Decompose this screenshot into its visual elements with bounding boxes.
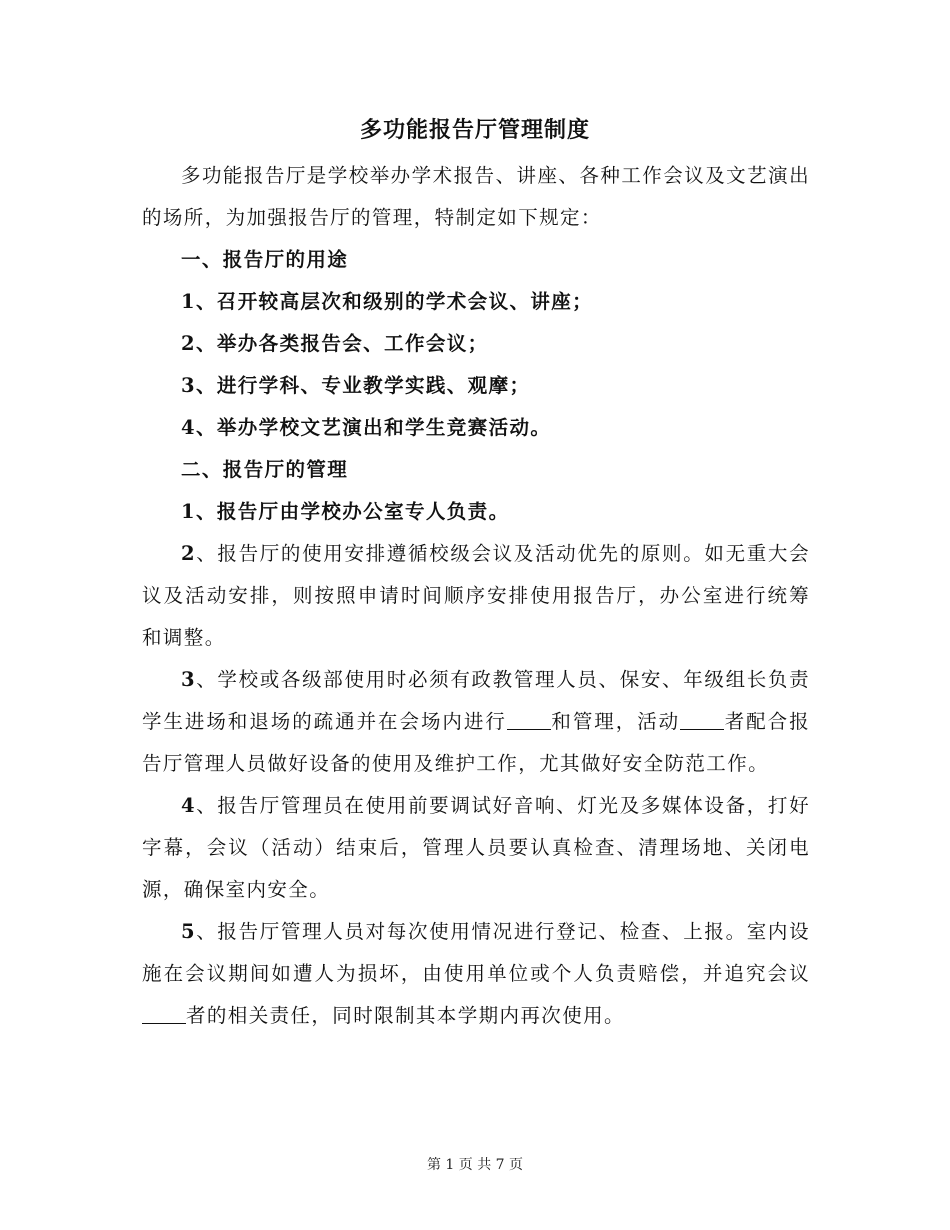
management-item-1: 1、报告厅由学校办公室专人负责。 [181,500,510,523]
paragraph-number: 2 [181,542,196,565]
document-body [142,155,810,1037]
management-paragraph-5 [142,911,810,1037]
fill-blank [680,709,724,730]
document-title: 多功能报告厅管理制度 [359,117,590,143]
management-paragraph-3 [142,659,810,785]
page-footer: 第 1 页 共 7 页 [426,1157,524,1173]
paragraph-text: 和管理，活动 [550,710,681,733]
intro-paragraph: 多功能报告厅是学校举办学术报告、讲座、各种工作会议及文艺演出的场所，为加强报告厅的管理，特制定如下规定： [142,164,810,229]
paragraph-text: 、报告厅管理员在使用前要调试好音响、灯光及多媒体设备，打好字幕，会议（活动）结束后，管理人员要认真检查、清理场地、关闭电源，确保室内安全。 [142,794,810,901]
fill-blank [142,1003,186,1024]
paragraph-text: 者配合报告厅管理人员做好设备的使用及维护工作，尤其做好安全防范工作。 [142,710,810,775]
paragraph-text: 、报告厅的使用安排遵循校级会议及活动优先的原则。如无重大会议及活动安排，则按照申请时间顺序安排使用报告厅，办公室进行统筹和调整。 [142,542,810,649]
section-heading-management: 二、报告厅的管理 [181,458,349,481]
section-heading-usage: 一、报告厅的用途 [181,248,349,271]
paragraph-text: 、报告厅管理人员对每次使用情况进行登记、检查、上报。室内设施在会议期间如遭人为损坏，由使用单位或个人负责赔偿，并追究会议 [142,920,810,985]
paragraph-text: 者的相关责任，同时限制其本学期内再次使用。 [186,1004,625,1027]
usage-item-2: 2、举办各类报告会、工作会议； [181,332,489,355]
paragraph-number: 3 [181,668,196,691]
paragraph-text: 、学校或各级部使用时必须有政教管理人员、保安、年级组长负责学生进场和退场的疏通并在会场内进行 [142,668,810,733]
usage-item-4: 4、举办学校文艺演出和学生竞赛活动。 [181,416,552,439]
usage-item-1: 1、召开较高层次和级别的学术会议、讲座； [181,290,594,313]
management-paragraph-2 [142,533,810,659]
paragraph-number: 4 [181,794,196,817]
paragraph-number: 5 [181,920,196,943]
usage-item-3: 3、进行学科、专业教学实践、观摩； [181,374,531,397]
management-paragraph-4 [142,785,810,911]
fill-blank [507,709,551,730]
